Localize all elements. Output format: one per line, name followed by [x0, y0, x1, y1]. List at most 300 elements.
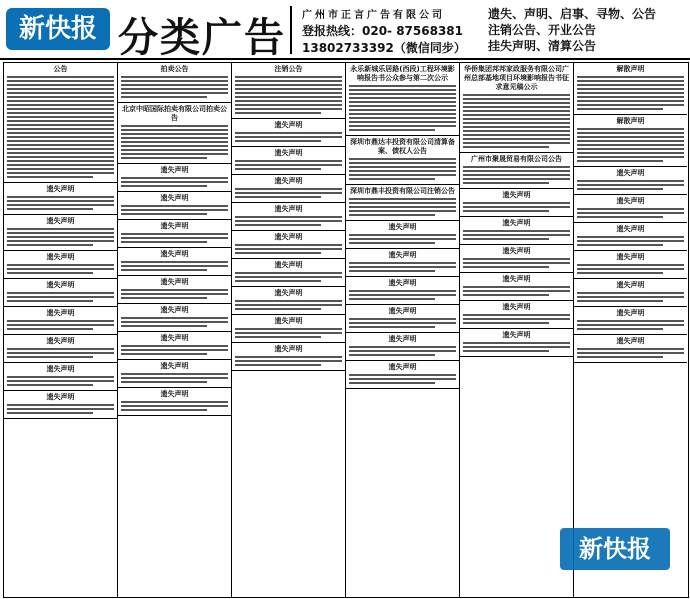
ad-title: 遗失声明 [616, 169, 645, 177]
ad-text-line [235, 300, 342, 302]
ad-text-line [349, 290, 456, 292]
classified-ad [4, 279, 117, 307]
ad-text-line [349, 238, 456, 240]
ad-title: 遗失声明 [46, 281, 75, 289]
ad-title: 遗失声明 [274, 261, 303, 269]
ad-text-line [349, 121, 456, 123]
ad-text-line [121, 377, 228, 379]
ad-text-line [463, 346, 570, 348]
service-line: 挂失声明、清算公告 [488, 39, 597, 53]
ad-text-line [235, 108, 342, 110]
ad-text-line [7, 128, 114, 130]
ad-text-line [349, 174, 456, 176]
ad-text-line [349, 242, 435, 244]
ad-title: 遗失声明 [274, 345, 303, 353]
ad-text-line [463, 258, 570, 260]
ad-text-line [121, 345, 228, 347]
ad-text-line [7, 408, 114, 410]
ad-text-line [463, 110, 570, 112]
classified-ad [574, 307, 687, 335]
ad-text-line [349, 93, 456, 95]
ad-text-line [7, 96, 114, 98]
ad-text-line [121, 401, 228, 403]
ad-text-line [577, 264, 684, 266]
ad-text-line [7, 88, 114, 90]
classified-ad [118, 388, 231, 416]
ad-text-line [7, 228, 114, 230]
ad-title: 遗失声明 [502, 331, 531, 339]
ad-title: 遗失声明 [388, 307, 417, 315]
ad-text-line [121, 265, 228, 267]
ad-text-line [121, 241, 207, 243]
ad-text-line [7, 404, 114, 406]
ad-text-line [577, 188, 663, 190]
ad-text-line [577, 216, 663, 218]
ad-text-line [121, 269, 207, 271]
classified-ad [232, 147, 345, 175]
ad-text-line [7, 148, 114, 150]
ad-text-line [577, 152, 684, 154]
ad-title: 遗失声明 [274, 289, 303, 297]
ad-text-line [349, 210, 456, 212]
classified-ad [118, 192, 231, 220]
ad-text-line [463, 342, 570, 344]
ad-text-line [463, 314, 570, 316]
ad-text-line [463, 122, 570, 124]
service-line: 遗失、声明、启事、寻物、公告 [488, 7, 657, 21]
ad-title: 遗失声明 [616, 197, 645, 205]
ad-title: 深圳市鼎达丰投资有限公司清算备案、债权人公告 [350, 138, 455, 155]
ad-text-line [7, 208, 93, 210]
ad-text-line [577, 84, 684, 86]
ad-text-line [7, 120, 114, 122]
ad-text-line [121, 133, 228, 135]
ad-text-line [577, 180, 684, 182]
ad-text-line [577, 108, 663, 110]
ad-text-line [235, 136, 342, 138]
classified-ad [232, 203, 345, 231]
ad-title: 遗失声明 [46, 393, 75, 401]
ad-text-line [349, 234, 456, 236]
classified-ad [118, 304, 231, 332]
service-line: 注销公告、开业公告 [488, 23, 597, 37]
ad-text-line [235, 132, 342, 134]
ad-title: 遗失声明 [274, 149, 303, 157]
ad-text-line [121, 317, 228, 319]
ad-text-line [121, 177, 228, 179]
ad-text-line [235, 336, 321, 338]
classified-ad [4, 307, 117, 335]
ad-title: 广州市聚晟贸易有限公司公告 [471, 155, 562, 163]
ad-text-line [349, 109, 456, 111]
ad-text-line [463, 238, 549, 240]
ad-text-line [121, 213, 207, 215]
ad-text-line [235, 304, 342, 306]
ad-text-line [121, 353, 207, 355]
ad-text-line [577, 100, 684, 102]
classified-ad [574, 335, 687, 363]
ad-title: 遗失声明 [502, 191, 531, 199]
ad-text-line [121, 373, 228, 375]
ad-text-line [7, 112, 114, 114]
ad-text-line [7, 124, 114, 126]
hotline-phone: 登报热线：020- 87568381 [302, 24, 464, 38]
classified-ad [460, 329, 573, 357]
ad-text-line [349, 346, 456, 348]
ad-text-line [577, 148, 684, 150]
ad-text-line [349, 101, 456, 103]
ad-text-line [463, 130, 570, 132]
classified-ad [574, 63, 687, 115]
ad-text-line [7, 80, 114, 82]
ad-title: 遗失声明 [46, 217, 75, 225]
ad-text-line [577, 328, 663, 330]
ad-text-line [577, 140, 684, 142]
classified-ad [4, 251, 117, 279]
ad-text-line [349, 105, 456, 107]
ad-text-line [235, 196, 321, 198]
classified-ad [460, 245, 573, 273]
ad-text-line [235, 168, 321, 170]
ad-text-line [235, 76, 342, 78]
ad-column [574, 63, 687, 597]
ad-text-line [7, 160, 114, 162]
ad-text-line [235, 88, 342, 90]
classified-ad [118, 276, 231, 304]
ad-text-line [577, 300, 663, 302]
ad-text-line [7, 320, 114, 322]
ad-text-line [7, 100, 114, 102]
ad-text-line [121, 145, 228, 147]
ad-text-line [7, 232, 114, 234]
ad-text-line [463, 118, 570, 120]
ad-text-line [577, 352, 684, 354]
classified-ad [118, 248, 231, 276]
ad-text-line [349, 374, 456, 376]
ad-text-line [349, 382, 435, 384]
ad-text-line [7, 172, 114, 174]
ad-text-line [463, 174, 570, 176]
classified-ad [460, 301, 573, 329]
ad-title: 遗失声明 [160, 222, 189, 230]
ad-text-line [7, 200, 114, 202]
ad-text-line [121, 293, 228, 295]
ad-text-line [349, 129, 435, 131]
ad-text-line [463, 170, 570, 172]
ad-text-line [235, 220, 342, 222]
ad-column [4, 63, 118, 597]
ad-text-line [349, 202, 456, 204]
ad-text-line [7, 412, 93, 414]
classified-ad [574, 195, 687, 223]
ad-text-line [577, 92, 684, 94]
ad-title: 遗失声明 [616, 337, 645, 345]
classified-ad [574, 115, 687, 167]
ad-title: 注销公告 [274, 65, 303, 73]
ad-text-line [349, 198, 456, 200]
ad-text-line [7, 264, 114, 266]
ad-text-line [7, 136, 114, 138]
ad-text-line [235, 92, 342, 94]
ad-title: 遗失声明 [616, 253, 645, 261]
ad-title: 遗失声明 [160, 334, 189, 342]
ad-title: 遗失声明 [160, 362, 189, 370]
ad-title: 遗失声明 [616, 281, 645, 289]
ad-title: 遗失声明 [388, 363, 417, 371]
ad-column [346, 63, 460, 597]
ad-title: 拍卖公告 [160, 65, 189, 73]
ad-text-line [235, 272, 342, 274]
classified-ad [346, 221, 459, 249]
ad-text-line [463, 290, 570, 292]
ad-text-line [577, 104, 684, 106]
ad-text-line [7, 204, 114, 206]
classified-ad [346, 305, 459, 333]
classified-ad [460, 189, 573, 217]
ad-text-line [121, 321, 228, 323]
classified-ad [118, 360, 231, 388]
ad-text-line [7, 144, 114, 146]
ad-text-line [121, 80, 228, 82]
ad-text-line [577, 296, 684, 298]
ad-title: 遗失声明 [46, 185, 75, 193]
ad-text-line [7, 324, 114, 326]
ad-text-line [121, 185, 207, 187]
ad-text-line [463, 202, 570, 204]
classified-ad [232, 259, 345, 287]
ad-title: 遗失声明 [274, 205, 303, 213]
ad-text-line [121, 92, 228, 94]
classified-ad [574, 223, 687, 251]
ad-text-line [577, 76, 684, 78]
ad-text-line [7, 152, 114, 154]
ad-text-line [121, 129, 228, 131]
ad-title: 解散声明 [616, 117, 645, 125]
classified-ad [118, 220, 231, 248]
ad-text-line [121, 137, 228, 139]
classified-ad [346, 185, 459, 221]
ad-text-line [235, 328, 342, 330]
ad-text-line [577, 88, 684, 90]
ad-text-line [577, 160, 663, 162]
ad-text-line [235, 192, 342, 194]
ad-text-line [577, 292, 684, 294]
classified-ad [232, 119, 345, 147]
ad-text-line [577, 136, 684, 138]
classified-ad [574, 167, 687, 195]
classified-ad [346, 361, 459, 389]
ad-text-line [7, 236, 114, 238]
classified-ad [232, 343, 345, 371]
ad-text-line [7, 176, 93, 178]
ad-text-line [235, 188, 342, 190]
ad-title: 遗失声明 [46, 309, 75, 317]
ad-text-line [577, 132, 684, 134]
classified-ad [4, 363, 117, 391]
classified-ad [460, 153, 573, 189]
ad-title: 遗失声明 [388, 251, 417, 259]
ad-text-line [235, 100, 342, 102]
classified-ad [4, 183, 117, 215]
ad-text-line [463, 166, 570, 168]
ad-text-line [349, 158, 456, 160]
ad-text-line [235, 80, 342, 82]
ad-text-line [7, 108, 114, 110]
ad-text-line [121, 84, 228, 86]
ad-text-line [7, 356, 93, 358]
ad-text-line [7, 92, 114, 94]
ad-text-line [577, 244, 663, 246]
ad-text-line [7, 140, 114, 142]
classified-ad [118, 164, 231, 192]
classified-ad [346, 277, 459, 305]
ad-title: 遗失声明 [388, 335, 417, 343]
ad-text-line [349, 162, 456, 164]
ad-text-line [349, 270, 435, 272]
ad-text-line [463, 350, 549, 352]
classified-ad [232, 175, 345, 203]
ad-text-line [349, 97, 456, 99]
ad-text-line [349, 354, 435, 356]
classified-ad [118, 63, 231, 103]
ad-text-line [577, 184, 684, 186]
classified-ad [232, 231, 345, 259]
ad-title: 遗失声明 [388, 223, 417, 231]
ad-title: 遗失声明 [160, 194, 189, 202]
ad-text-line [235, 252, 321, 254]
ad-text-line [349, 125, 456, 127]
ad-text-line [7, 116, 114, 118]
ad-text-line [463, 102, 570, 104]
ad-text-line [7, 84, 114, 86]
ad-text-line [7, 348, 114, 350]
ad-text-line [577, 96, 684, 98]
ad-text-line [463, 318, 570, 320]
ad-text-line [577, 348, 684, 350]
ad-title: 遗失声明 [160, 250, 189, 258]
ad-title: 永乐新城乐居路(西段)工程环境影响报告书公众参与第二次公示 [350, 65, 455, 82]
ad-text-line [463, 106, 570, 108]
hotline-mobile: 13802733392（微信同步） [302, 41, 466, 55]
ad-title: 北京中昭国际拍卖有限公司拍卖公告 [122, 105, 227, 122]
ad-text-line [7, 300, 93, 302]
ad-text-line [7, 156, 114, 158]
ad-text-line [349, 294, 456, 296]
ad-text-line [235, 308, 321, 310]
ad-text-line [577, 212, 684, 214]
ad-text-line [463, 234, 570, 236]
header-divider [290, 6, 292, 54]
classified-ad [346, 249, 459, 277]
ad-text-line [235, 364, 321, 366]
ad-text-line [7, 168, 114, 170]
ad-text-line [463, 294, 549, 296]
ad-text-line [349, 178, 435, 180]
ad-text-line [349, 326, 435, 328]
ad-text-line [121, 289, 228, 291]
classified-ad [232, 315, 345, 343]
ad-text-line [121, 381, 207, 383]
ad-text-line [121, 141, 228, 143]
ad-text-line [235, 248, 342, 250]
ad-text-line [577, 236, 684, 238]
ad-text-line [463, 94, 570, 96]
ad-text-line [7, 268, 114, 270]
ad-text-line [349, 170, 456, 172]
ad-text-line [7, 104, 114, 106]
ad-text-line [463, 230, 570, 232]
ad-text-line [349, 266, 456, 268]
ad-text-line [577, 320, 684, 322]
ad-text-line [577, 272, 663, 274]
ad-title: 遗失声明 [46, 337, 75, 345]
ad-title: 遗失声明 [616, 225, 645, 233]
ad-text-line [235, 360, 342, 362]
ad-column [460, 63, 574, 597]
ad-title: 遗失声明 [160, 390, 189, 398]
ad-text-line [121, 157, 207, 159]
ad-title: 遗失声明 [274, 121, 303, 129]
ad-text-line [463, 146, 549, 148]
ad-text-line [121, 153, 228, 155]
ad-text-line [577, 156, 684, 158]
ad-text-line [349, 166, 456, 168]
ad-text-line [463, 98, 570, 100]
ad-text-line [235, 244, 342, 246]
classified-ad [346, 333, 459, 361]
ad-title: 遗失声明 [160, 306, 189, 314]
ad-text-line [349, 85, 456, 87]
ad-text-line [577, 356, 663, 358]
ad-text-line [349, 378, 456, 380]
agency-name: 广州市正言广告有限公司 [302, 10, 445, 21]
ad-text-line [121, 409, 207, 411]
ad-text-line [349, 113, 456, 115]
ad-text-line [121, 125, 228, 127]
ad-text-line [235, 216, 342, 218]
ad-text-line [235, 164, 342, 166]
ad-text-line [235, 104, 342, 106]
ad-text-line [121, 205, 228, 207]
classified-ad [460, 63, 573, 153]
classified-ad [460, 273, 573, 301]
ad-text-line [463, 178, 570, 180]
ad-title: 遗失声明 [46, 365, 75, 373]
ad-text-line [121, 325, 207, 327]
ad-title: 遗失声明 [502, 275, 531, 283]
ad-text-line [235, 96, 342, 98]
ad-text-line [235, 160, 342, 162]
ad-text-line [7, 164, 114, 166]
ad-text-line [235, 276, 342, 278]
ad-text-line [577, 324, 684, 326]
ad-text-line [463, 210, 549, 212]
ad-text-line [235, 112, 321, 114]
classified-ad [232, 287, 345, 315]
ad-text-line [7, 384, 93, 386]
ad-text-line [121, 96, 207, 98]
ad-title: 遗失声明 [274, 317, 303, 325]
ad-text-line [463, 262, 570, 264]
ad-title: 遗失声明 [160, 278, 189, 286]
ad-text-line [121, 181, 228, 183]
ad-title: 遗失声明 [616, 309, 645, 317]
ad-text-line [463, 114, 570, 116]
ad-title: 遗失声明 [502, 247, 531, 255]
ad-text-line [349, 350, 456, 352]
ad-text-line [121, 233, 228, 235]
ad-text-line [121, 88, 228, 90]
